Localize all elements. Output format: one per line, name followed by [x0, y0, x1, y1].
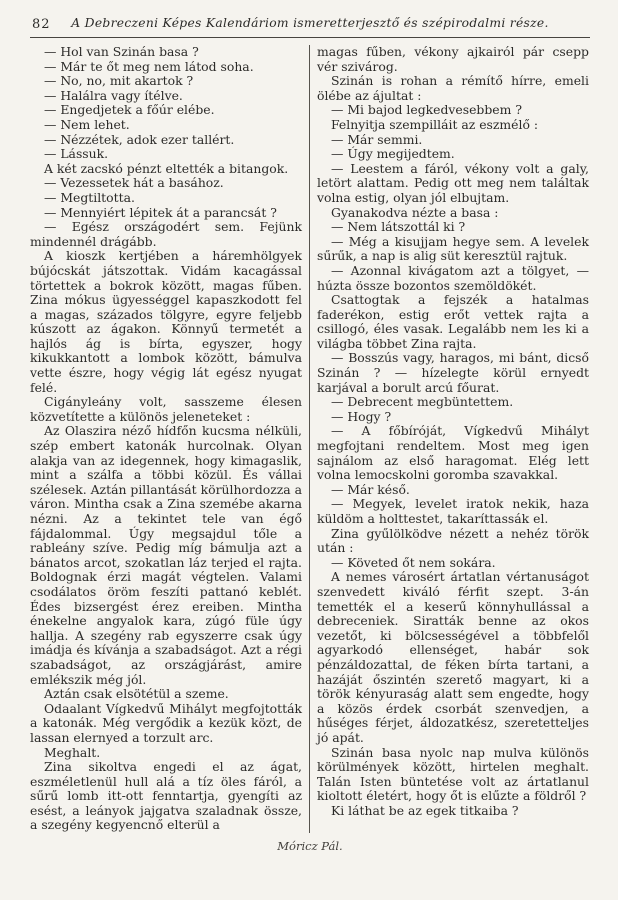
paragraph: Szinán is rohan a rémítő hírre, emeli ölébe az ájultat :: [317, 73, 589, 103]
paragraph: — Nézzétek, adok ezer tallért.: [44, 131, 235, 147]
paragraph: — Már te őt meg nem látod soha.: [44, 58, 254, 74]
story-signature: Móricz Pál.: [277, 839, 343, 854]
paragraph: Szinán basa nyolc nap mulva különös körülmények között, hirtelen meghalt. Talán Isten büntetése volt az ártatlanul kioltott életért, hogy őt is elűzte a földről ?: [317, 744, 589, 804]
paragraph: — Bosszús vagy, haragos, mi bánt, dicső Szinán ? — hízelegte körül ernyedt karjával a borult arcú főurat.: [317, 350, 589, 395]
header-rule: [30, 37, 590, 38]
paragraph: A két zacskó pénzt eltették a bitangok.: [44, 160, 289, 176]
paragraph: — Debrecent megbüntettem.: [331, 394, 514, 410]
paragraph: A kioszk kertjében a háremhölgyek bújócskát játszottak. Vidám kacagással törtettek a bokrok között, magas fűben. Zina mókus ügyességgel kapaszkodott fel a magas, százados tölgyre, egyre feljebb kúszott az ágakon. Könnyű termetét a hajlós ág is bírta, egyszer, hogy kikukkantott a lombok között, bámulva vette észre, hogy végig lát egész nyugat felé.: [30, 248, 302, 395]
paragraph: — Azonnal kivágatom azt a tölgyet, — húzta össze bozontos szemöldökét.: [317, 262, 589, 293]
page-header: [30, 16, 590, 34]
paragraph: — Leestem a fáról, vékony volt a galy, letört alattam. Pedig ott meg nem találtak volna estig, olyan jól elbujtam.: [317, 160, 589, 205]
paragraph: — Vezessetek hát a basához.: [44, 175, 224, 191]
paragraph: Meghalt.: [44, 744, 101, 760]
paragraph: — Megtiltotta.: [44, 189, 135, 205]
text-columns: [30, 45, 590, 833]
paragraph: — Hogy ?: [331, 408, 392, 424]
paragraph: Aztán csak elsötétül a szeme.: [44, 686, 229, 702]
right-column: [317, 45, 589, 833]
paragraph: A nemes városért ártatlan vértanuságot szenvedett kiváló férfit szept. 3-án temették el a keserű könnyhullással a debreceniek. Siratták benne az okos vezetőt, ki bölcsességével a többfelől agyarkodó ellenséget, habár sok pénzáldozattal, de féken bírta tartani, a hazáját őszintén szerető magyart, ki a török kényuraság alatt sem engedte, hogy a közös érdek csorbát szenvedjen, a hűséges férjet, áldozatkész, szeretetteljes jó apát.: [317, 569, 589, 745]
paragraph: Zina sikoltva engedi el az ágat, eszméletlenül hull alá a tíz öles fáról, a sűrű lomb itt-ott fenntartja, gyengíti az esést, a leányok jajgatva szaladnak össze, a szegény kegyencnő elterül a: [30, 759, 302, 833]
paragraph: — Már semmi.: [331, 131, 423, 147]
paragraph: Az Olaszira néző hídfőn kucsma nélküli, szép embert katonák hurcolnak. Olyan alakja van az idegennek, hogy kimagaslik, mint a szálfa a többi közül. És vállai szélesek. Aztán pillantását körülhordozza a váron. Mintha csak a Zina szemébe akarna nézni. Az a tekintet tele van égő fájdalommal. Úgy megsajdul tőle a rableány szíve. Pedig míg bámulja azt a bánatos arcot, szokatlan láz terjed el rajta. Boldognak érzi magát végtelen. Valami csodálatos öröm feszíti pattanó keblét. Édes bizsergést érez ereiben. Mintha énekelne angyalok kara, zúgó füle úgy hallja. A szegény rab egyszerre csak úgy imádja és kívánja a szabadságot. Azt a régi szabadságot, az országjárást, amire emlékszik még jól.: [30, 423, 302, 687]
paragraph: — Nem látszottál ki ?: [331, 219, 466, 235]
paragraph: — Lássuk.: [44, 146, 109, 162]
column-divider: [309, 45, 310, 833]
paragraph: Odaalant Vígkedvű Mihályt megfojtották a katonák. Még vergődik a kezük közt, de lassan elernyed a torzult arc.: [30, 700, 302, 745]
paragraph: — Még a kisujjam hegye sem. A levelek sűrűk, a nap is alig süt keresztül rajtuk.: [317, 233, 589, 264]
paragraph: Gyanakodva nézte a basa :: [331, 204, 499, 220]
header-title: A Debreczeni Képes Kalendáriom ismeretterjesztő és szépirodalmi része.: [71, 16, 549, 30]
paragraph: Ki láthat be az egek titkaiba ?: [331, 802, 519, 818]
paragraph: — Nem lehet.: [44, 116, 130, 132]
paragraph: — Már késő.: [331, 481, 410, 497]
page-number: 82: [32, 17, 51, 32]
paragraph: — Mi bajod legkedvesebbem ?: [331, 102, 522, 118]
paragraph: magas fűben, vékony ajkairól pár csepp vér szivárog.: [317, 44, 589, 74]
paragraph: — Halálra vagy ítélve.: [44, 87, 183, 103]
left-column: [30, 45, 302, 833]
paragraph: Felnyitja szempilláit az eszmélő :: [331, 116, 539, 132]
paragraph: Zina gyűlölködve nézett a nehéz török után :: [317, 525, 589, 556]
paragraph: — Egész országodért sem. Fejünk mindennél drágább.: [30, 219, 302, 249]
paragraph: Csattogtak a fejszék a hatalmas faderékon, estig erőt vettek rajta a csillogó, éles vasak. Legalább nem les ki a világba többet Zina rajta.: [317, 292, 589, 351]
paragraph: — Hol van Szinán basa ?: [44, 44, 199, 59]
paragraph: — Mennyiért lépitek át a parancsát ?: [44, 204, 277, 220]
paragraph: — Úgy megijedtem.: [331, 146, 455, 162]
paragraph: Cigányleány volt, sasszeme élesen közvetítette a különös jeleneteket :: [30, 394, 302, 424]
paragraph: — A főbíróját, Vígkedvű Mihályt megfojtani rendeltem. Most meg igen sajnálom az első haragomat. Elég lett volna lemocskolni goromba szavakkal.: [317, 423, 589, 483]
paragraph: — Követed őt nem sokára.: [331, 554, 496, 570]
paragraph: — Megyek, levelet iratok nekik, haza küldöm a holttestet, takaríttassák el.: [317, 496, 589, 526]
paragraph: — No, no, mit akartok ?: [44, 73, 194, 89]
paragraph: — Engedjetek a főúr elébe.: [44, 102, 215, 118]
